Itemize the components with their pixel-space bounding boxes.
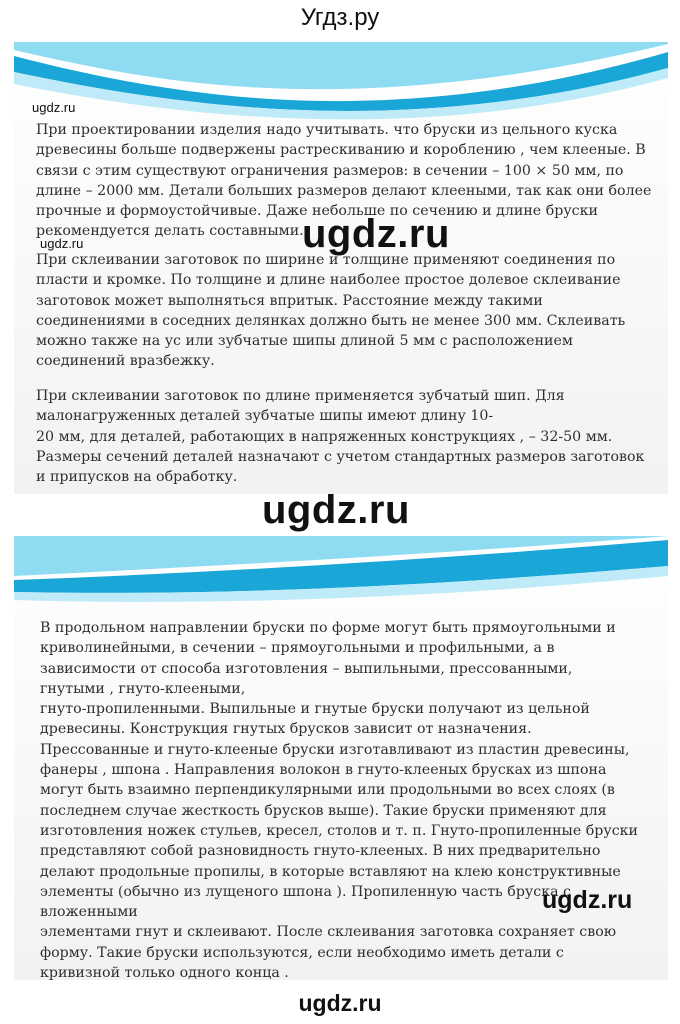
site-footer: ugdz.ru [298,990,382,1016]
watermark-large: ugdz.ru [262,488,410,532]
site-header-title: Угдз.ру [300,4,380,31]
slide-1-paragraph-2: При склеивании заготовок по ширине и толщине применяют соединения по пласти и кромке. По толщине и длине наиболее простое долевое склеивание заготовок может выполняться впритык. Расстояние между такими соединениями в соседних делянках должно быть не менее 300 мм. Склеивать можно также на ус или зубчатые шипы длиной 5 мм с расположением соединений вразбежку. [36,252,626,370]
decorative-wave-top [14,42,668,132]
decorative-wave-top [14,536,668,616]
slide-1-paragraph-3: При склеивании заготовок по длине применяется зубчатый шип. Для малонагруженных деталей зубчатые шипы имеют длину 10- 20 мм, для деталей, работающих в напряженных конструкциях , – 32-50 мм. Размеры сечений деталей назначают с учетом стандартных размеров заготовок и припусков на обработку. [36,388,645,486]
watermark-medium: ugdz.ru [542,886,633,914]
watermark-large: ugdz.ru [302,212,450,256]
slide-1 [14,42,668,494]
slide-1-paragraph-1: При проектировании изделия надо учитывать. что бруски из цельного куска древесины больше подвержены растрескиванию и короблению , чем клееные. В связи с этим существуют ограничения размеров: в сечении – 100 × 50 мм, по длине – 2000 мм. Детали больших размеров делают клееными, так как они более прочные и формоустойчивые. Даже небольше по сечению и длине бруски рекомендуется делать составными. [36,122,652,240]
slide-2-paragraph: В продольном направлении бруски по форме могут быть прямоугольными и криволинейными, в сечении – прямоугольными и профильными, а в зависимости от способа изготовления – выпильными, прессованными, гнутыми , гнуто-клееными, гнуто-пропиленными. Выпильные и гнутые бруски получают из цельной древесины. Конструкция гнутых брусков зависит от назначения. Прессованные и гнуто-клееные бруски изготавливают из пластин древесины, фанеры , шпона . Направления волокон в гнуто-клееных брусках из шпона могут быть взаимно перпендикулярными или продольными во всех слоях (в последнем случае жесткость брусков выше). Такие бруски применяют для изготовления ножек стульев, кресел, столов и т. п. Гнуто-пропиленные бруски представляют собой разновидность гнуто-клееных. В них предварительно делают продольные пропилы, в которые вставляют на клею конструктивные элементы (обычно из лущеного шпона ). Пропиленную часть бруска с вложенными элементами гнут и склеивают. После склеивания заготовка сохраняет свою форму. Такие бруски используются, если необходимо иметь детали с кривизной только одного конца . [40,620,638,980]
watermark-small: ugdz.ru [32,100,76,115]
watermark-small: ugdz.ru [40,236,84,251]
